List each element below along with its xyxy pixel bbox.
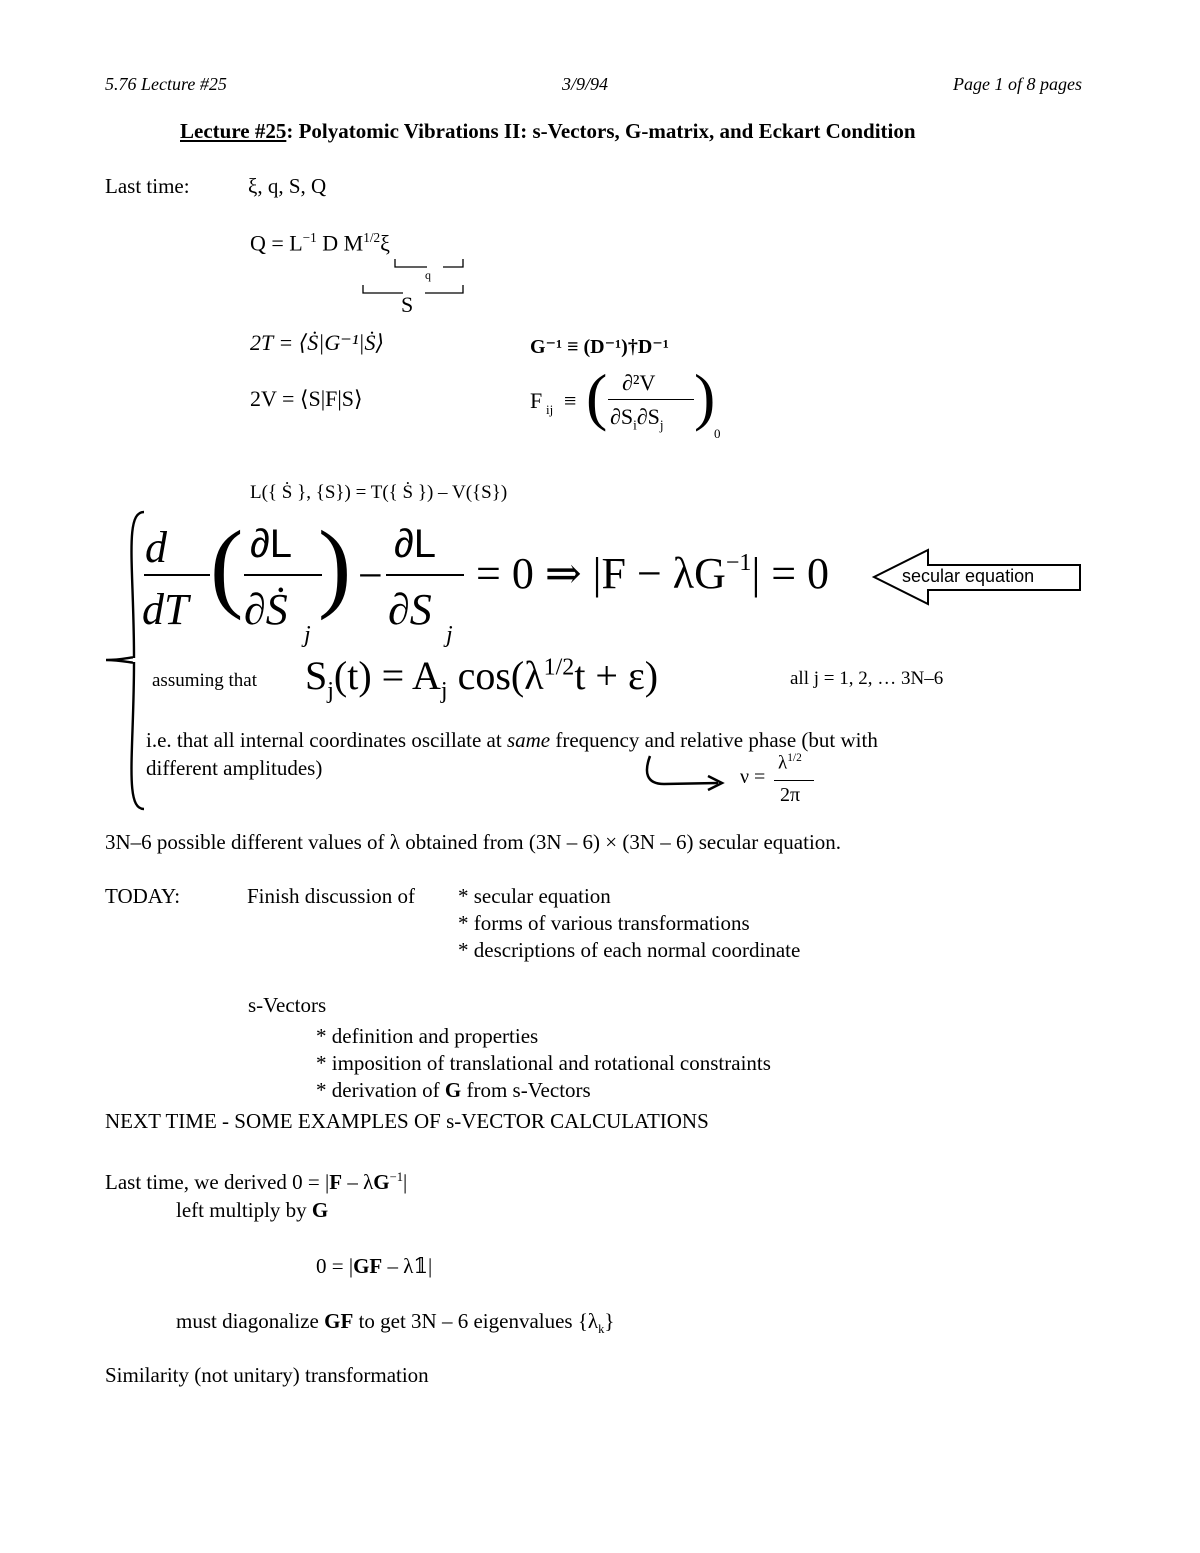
el-rest-sup: −1 bbox=[725, 550, 752, 576]
kinetic-energy: 2T = ⟨Ṡ|G⁻¹|Ṡ⟩ bbox=[250, 330, 385, 355]
diag-sub: k bbox=[598, 1322, 605, 1337]
sj-equation bbox=[305, 652, 658, 705]
left-mult-g: G bbox=[311, 1198, 329, 1222]
sj-end: t + ε) bbox=[574, 653, 659, 698]
gf-end: – λ𝟙| bbox=[382, 1254, 433, 1278]
sj-sup: 1/2 bbox=[543, 654, 575, 681]
f-den-1: ∂S bbox=[610, 404, 634, 429]
derived-f: F bbox=[329, 1170, 343, 1194]
derived-mid: – λ bbox=[342, 1170, 374, 1194]
el-j1: j bbox=[304, 622, 311, 648]
hook-arrow bbox=[640, 752, 730, 792]
sj-cos: cos(λ bbox=[447, 653, 544, 698]
svec-item-3 bbox=[316, 1078, 591, 1103]
lagrangian: L({ Ṡ }, {S}) = T({ Ṡ }) – V({S}) bbox=[250, 482, 508, 503]
today-label: TODAY: bbox=[105, 884, 181, 908]
sj-mid: (t) = A bbox=[333, 653, 441, 698]
f-paren-left: ( bbox=[586, 361, 608, 432]
nu-lambda: λ bbox=[778, 752, 788, 774]
q-eq-text: Q = L bbox=[250, 230, 303, 256]
gf-equation bbox=[316, 1254, 432, 1279]
f-eq: ≡ bbox=[564, 388, 577, 413]
sj-sub: j bbox=[327, 678, 334, 704]
today-item-1: * secular equation bbox=[458, 884, 611, 908]
el-rest-text: = 0 ⇒ |F − λG bbox=[476, 549, 726, 598]
f-frac-bar bbox=[608, 399, 694, 400]
nu-bar bbox=[774, 780, 814, 781]
svec3-pre: * derivation of bbox=[316, 1078, 445, 1102]
nu-num bbox=[778, 752, 802, 774]
el-rest bbox=[476, 548, 829, 599]
el-paren-right: ) bbox=[318, 510, 352, 621]
sj-sub2: j bbox=[440, 678, 448, 704]
all-j: all j = 1, 2, … 3N–6 bbox=[790, 668, 944, 689]
ie-line-1 bbox=[146, 728, 878, 753]
ie-line-2: different amplitudes) bbox=[146, 756, 323, 780]
derived-line bbox=[105, 1170, 407, 1195]
today-item-2: * forms of various transformations bbox=[458, 911, 750, 935]
diag-end: } bbox=[604, 1309, 615, 1333]
q-eq-xi: ξ bbox=[380, 230, 390, 256]
svec-item-1: * definition and properties bbox=[316, 1024, 539, 1048]
q-equation bbox=[250, 230, 390, 256]
el-dSdot: ∂Ṡ bbox=[244, 585, 288, 634]
today-item-3: * descriptions of each normal coordinate bbox=[458, 938, 801, 962]
diag-pre: must diagonalize bbox=[176, 1309, 325, 1333]
el-j2: j bbox=[446, 622, 453, 648]
el-d: d bbox=[145, 523, 167, 572]
header-page: Page 1 of 8 pages bbox=[953, 74, 1082, 94]
underbrace-lines bbox=[355, 255, 475, 305]
gf-pre: 0 = | bbox=[316, 1254, 354, 1278]
f-paren-right: ) bbox=[694, 361, 716, 432]
diag-gf: GF bbox=[324, 1309, 354, 1333]
svec-heading: s-Vectors bbox=[248, 993, 327, 1017]
el-bar-1 bbox=[144, 574, 210, 576]
ie-same: same bbox=[506, 728, 551, 752]
today-finish: Finish discussion of bbox=[247, 884, 416, 908]
diagonalize-line bbox=[176, 1309, 615, 1337]
derived-sup: −1 bbox=[389, 1170, 403, 1184]
gf-gf: GF bbox=[353, 1254, 383, 1278]
possible-values: 3N–6 possible different values of λ obtained from (3N – 6) × (3N – 6) secular equation. bbox=[105, 830, 842, 854]
left-multiply bbox=[176, 1198, 328, 1223]
nu-den: 2π bbox=[780, 784, 801, 806]
q-brace-label: q bbox=[425, 268, 431, 282]
q-eq-sup: −1 bbox=[302, 230, 317, 245]
el-dT: dT bbox=[142, 585, 189, 634]
page-title bbox=[180, 119, 916, 144]
assuming-label: assuming that bbox=[152, 670, 258, 691]
potential-energy: 2V = ⟨S|F|S⟩ bbox=[250, 386, 363, 411]
el-paren-left: ( bbox=[210, 510, 244, 621]
q-eq-m-sup: 1/2 bbox=[363, 230, 381, 245]
next-time: NEXT TIME - SOME EXAMPLES OF s-VECTOR CALCULATIONS bbox=[105, 1109, 709, 1133]
last-time-label: Last time: bbox=[105, 174, 190, 198]
nu-lhs: ν = bbox=[740, 766, 766, 788]
secular-label: secular equation bbox=[902, 566, 1035, 586]
f-den-2: ∂S bbox=[636, 404, 660, 429]
nu-sup: 1/2 bbox=[787, 752, 802, 764]
last-time-symbols: ξ, q, S, Q bbox=[248, 174, 327, 198]
derived-end: | bbox=[403, 1170, 408, 1194]
el-dL: ∂L bbox=[250, 522, 293, 566]
f-lhs: F bbox=[530, 388, 543, 413]
f-sub: ij bbox=[546, 402, 554, 417]
similarity-line: Similarity (not unitary) transformation bbox=[105, 1363, 429, 1387]
f-den bbox=[610, 404, 664, 433]
f-den-i: i bbox=[633, 417, 637, 433]
el-dL2: ∂L bbox=[394, 522, 437, 566]
el-minus: − bbox=[358, 551, 383, 600]
q-eq-d: D M bbox=[316, 230, 364, 256]
s-brace-label: S bbox=[401, 292, 414, 317]
f-zero: 0 bbox=[714, 426, 721, 441]
title-lecture: Lecture #25 bbox=[180, 119, 287, 143]
derived-pre: Last time, we derived 0 = | bbox=[105, 1170, 330, 1194]
title-rest: : Polyatomic Vibrations II: s-Vectors, G-matrix, and Eckart Condition bbox=[286, 119, 916, 143]
f-num: ∂²V bbox=[622, 370, 656, 395]
svec3-g: G bbox=[444, 1078, 462, 1102]
el-dS: ∂S bbox=[388, 585, 432, 634]
el-bar-3 bbox=[386, 574, 464, 576]
svec-item-2: * imposition of translational and rotational constraints bbox=[316, 1051, 771, 1075]
g-inverse-def: G⁻¹ ≡ (D⁻¹)†D⁻¹ bbox=[530, 336, 669, 358]
header-date: 3/9/94 bbox=[562, 74, 609, 94]
f-den-j: j bbox=[659, 417, 664, 433]
diag-post: to get 3N – 6 eigenvalues {λ bbox=[353, 1309, 599, 1333]
sj-S: S bbox=[305, 653, 328, 698]
svec3-post: from s-Vectors bbox=[461, 1078, 591, 1102]
el-bar-2 bbox=[244, 574, 322, 576]
ie-part2: frequency and relative phase (but with bbox=[550, 728, 878, 752]
left-mult-pre: left multiply by bbox=[176, 1198, 312, 1222]
ie-part1: i.e. that all internal coordinates oscillate at bbox=[146, 728, 507, 752]
el-rest-end: | = 0 bbox=[751, 549, 830, 598]
header-left: 5.76 Lecture #25 bbox=[105, 74, 227, 94]
derived-g: G bbox=[373, 1170, 390, 1194]
